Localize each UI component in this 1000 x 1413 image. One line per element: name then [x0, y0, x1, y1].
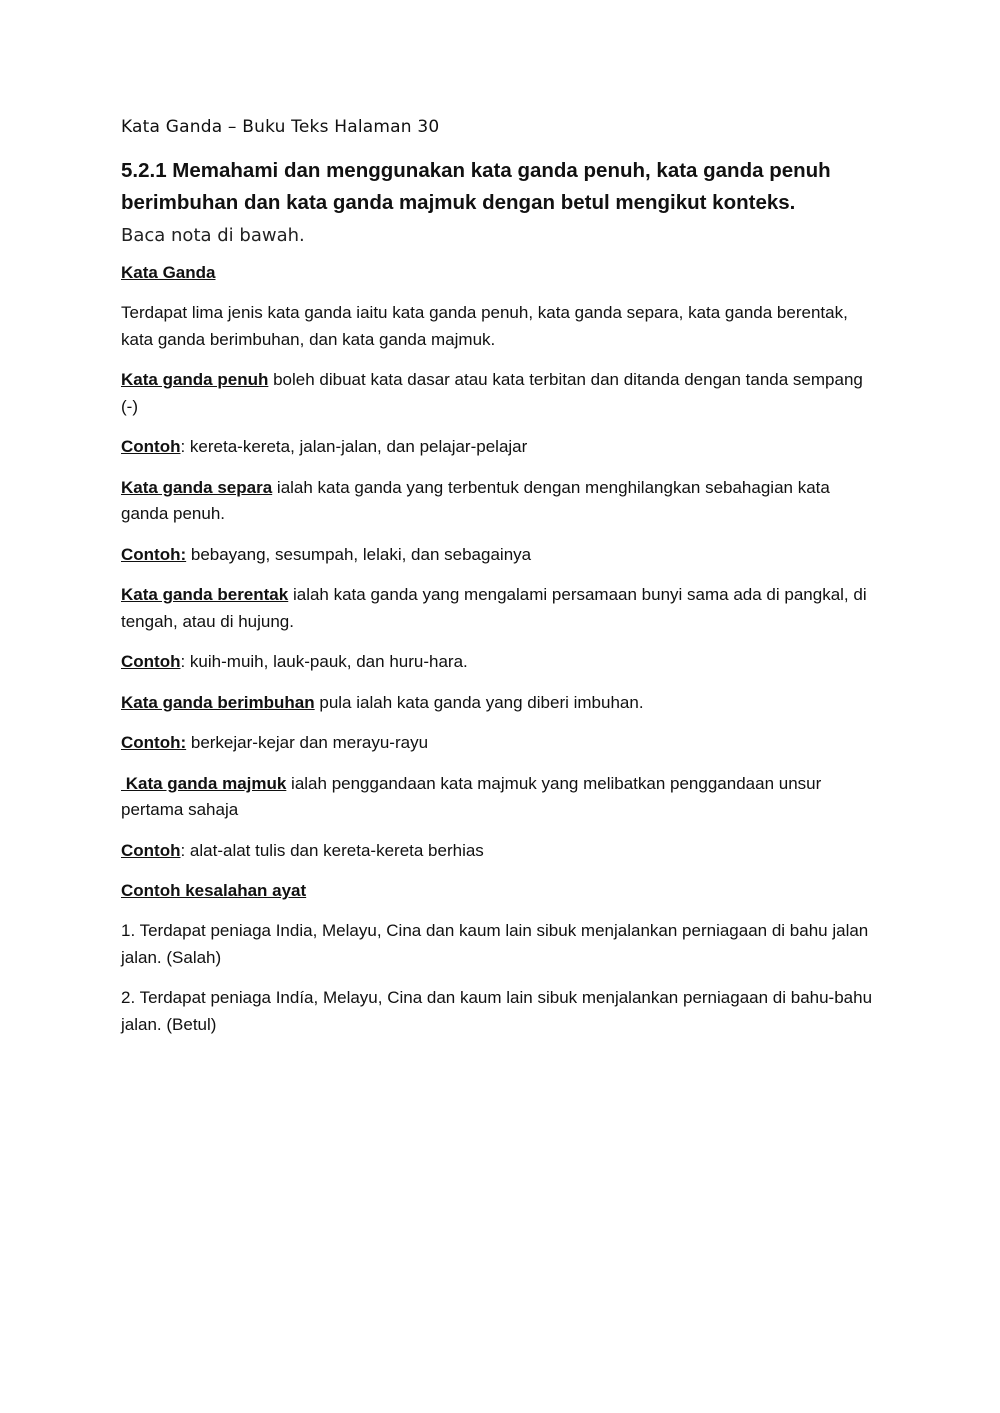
definition-kata-ganda-berimbuhan — [121, 690, 881, 717]
definition-text: ialah kata ganda yang terbentuk dengan menghilangkan sebahagian kata ganda penuh. — [121, 477, 830, 524]
section-heading-contoh-kesalahan: Contoh kesalahan ayat — [121, 881, 307, 901]
example-label: Contoh: — [121, 544, 187, 564]
example-kata-ganda-berimbuhan — [121, 730, 881, 757]
definition-text: ialah kata ganda yang mengalami persamaan bunyi sama ada di pangkal, di tengah, atau di hujung. — [121, 585, 867, 631]
example-text: : alat-alat tulis dan kereta-kereta berhias — [180, 840, 484, 860]
definition-text: boleh dibuat kata dasar atau kata terbitan dan ditanda dengan tanda sempang (-) — [121, 370, 863, 416]
example-kata-ganda-majmuk — [121, 838, 881, 865]
definition-text: ialah penggandaan kata majmuk yang melibatkan penggandaan unsur pertama sahaja — [121, 773, 822, 820]
section-heading-kata-ganda: Kata Ganda — [121, 263, 216, 283]
example-label: Contoh — [121, 840, 181, 860]
term-kata-ganda-berentak: Kata ganda berentak — [121, 585, 289, 605]
term-kata-ganda-berimbuhan: Kata ganda berimbuhan — [121, 692, 315, 712]
example-label: Contoh — [121, 652, 181, 672]
definition-kata-ganda-separa — [121, 475, 881, 528]
example-text: bebayang, sesumpah, lelaki, dan sebagainya — [186, 544, 532, 564]
definition-kata-ganda-majmuk — [121, 771, 881, 824]
example-text: : kuih-muih, lauk-pauk, dan huru-hara. — [180, 652, 468, 672]
definition-kata-ganda-penuh — [121, 367, 881, 420]
example-text: : kereta-kereta, jalan-jalan, dan pelajar-pelajar — [180, 437, 528, 457]
example-kata-ganda-berentak — [121, 649, 881, 676]
term-kata-ganda-majmuk: Kata ganda majmuk — [121, 773, 287, 793]
definition-kata-ganda-berentak — [121, 582, 881, 635]
example-label: Contoh — [121, 437, 181, 457]
error-example-1: 1. Terdapat peniaga India, Melayu, Cina dan kaum lain sibuk menjalankan perniagaan di bahu jalan jalan. (Salah) — [121, 921, 869, 967]
definition-text: pula ialah kata ganda yang diberi imbuhan. — [314, 692, 644, 712]
example-kata-ganda-penuh — [121, 434, 881, 461]
learning-objective: 5.2.1 Memahami dan menggunakan kata ganda penuh, kata ganda penuh berimbuhan dan kata ganda majmuk dengan betul mengikut konteks. — [121, 159, 831, 215]
error-example-2: 2. Terdapat peniaga Indía, Melayu, Cina dan kaum lain sibuk menjalankan perniagaan di bahu-bahu jalan. (Betul) — [121, 988, 873, 1034]
intro-paragraph: Terdapat lima jenis kata ganda iaitu kata ganda penuh, kata ganda separa, kata ganda berentak, kata ganda berimbuhan, dan kata ganda majmuk. — [121, 303, 848, 349]
worksheet-page — [121, 116, 881, 1052]
example-label: Contoh: — [121, 733, 187, 753]
example-kata-ganda-separa — [121, 542, 881, 569]
term-kata-ganda-penuh: Kata ganda penuh — [121, 370, 269, 390]
instruction-text: Baca nota di bawah. — [121, 225, 305, 247]
example-text: berkejar-kejar dan merayu-rayu — [186, 733, 429, 753]
page-title: Kata Ganda – Buku Teks Halaman 30 — [121, 117, 440, 137]
term-kata-ganda-separa: Kata ganda separa — [121, 477, 273, 497]
